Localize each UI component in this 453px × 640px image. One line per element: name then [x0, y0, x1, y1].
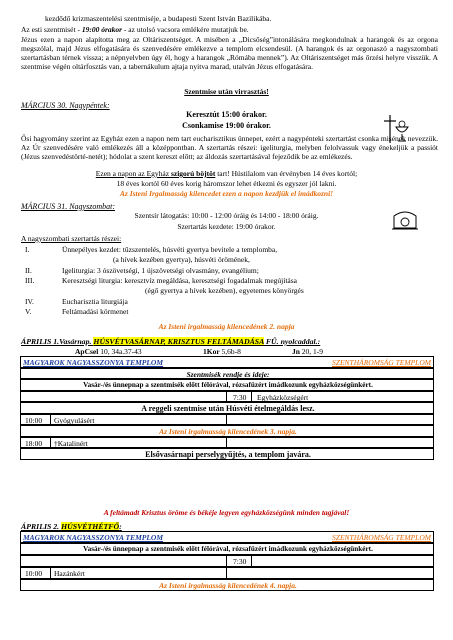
mass-time: 10:00 [25, 569, 43, 578]
part-num: III. [25, 276, 35, 285]
mass-time: 10:00 [25, 416, 43, 425]
rosary-row [20, 379, 434, 391]
blessing-row [20, 402, 434, 414]
novena-day2: Az Isteni irgalmasság kilencedének 2. napja [158, 322, 295, 331]
part-text: Igeliturgia: 3 ószövetségi, 1 újszövetségi olvasmány, evangélium; [62, 266, 259, 275]
mass-time: 7:30 [233, 557, 247, 566]
part-num: I. [25, 245, 30, 254]
mass-intention: Gyógyulásért [54, 416, 95, 425]
mass-intention: †Katalinért [54, 439, 88, 448]
rosary-row [20, 543, 434, 555]
part-text: (a hívek kezében gyertya), húsvéti örömének, [113, 255, 250, 264]
fasting-line2: 18 éves kortól 60 éves korig háromszor lehet étkezni és egyszer jól lakni. [116, 179, 337, 188]
intro-line1: kezdődő krizmaszentelési szentmiséje, a budapesti Szent István Bazilikába. [45, 14, 272, 23]
reading-2: 1Kor 5,6b-8 [203, 347, 241, 356]
intro-paragraph: Jézus ezen a napon alapította meg az Oltáriszentséget. A misében a „Dicsőség”intonálására megkondulnak a harangok és az orgona megszólal, majd Jézus elfogatására és szenvedésére emlékezve a templom elcsendesül. (A harangok és az orgonaszó a nagyszombati szertartásban térnek vissza; a népnyelvben úgy él, hogy a harangok „Rómába mennek”). Az Oltáriszentséget más őrzési helyre visszük. A szentmise végén oltárfosztás van, a tabernákulum ajtaja nyitva marad, utalván Jézus elfogatására. [21, 35, 438, 71]
church-right: SZENTHÁROMSÁG TEMPLOM [332, 533, 431, 542]
easter-wish: A feltámadt Krisztus öröme és békéje legyen egyházközségünk minden tagjával! [103, 508, 350, 517]
part-text: Keresztségi liturgia: keresztvíz megáldása, keresztségi fogadalmak megújítása [62, 276, 297, 285]
march31-heading: MÁRCIUS 31. Nagyszombat: [21, 202, 115, 211]
mass-intention: Egyházközségért [257, 393, 309, 402]
rosary-note: Vasár-/és ünnepnap a szentmisék előtt félórával, rózsafüzért imádkozunk egyházközségünkért. [83, 381, 373, 389]
novena-day4: Az Isteni irgalmasság kilencedének 4. napja. [159, 581, 297, 590]
table-row [20, 555, 434, 567]
table-row [20, 567, 434, 579]
church-header-row [20, 356, 434, 368]
part-text: Eucharisztia liturgiája [62, 297, 128, 306]
part-text: Feltámadási körmenet [62, 307, 129, 316]
april2-heading: ÁPRILIS 2. HÚSVÉTHÉTFŐ: [21, 522, 122, 531]
fasting-line1: Ezen a napon az Egyház szigorú böjtöt tart! Hústilalom van érvényben 14 éves kortól; [95, 169, 358, 178]
novena-day3: Az Isteni irgalmasság kilencedének 3. napja. [159, 427, 297, 436]
collection-row [20, 448, 434, 460]
part-text: Ünnepélyes kezdet: tűzszentelés, húsvéti gyertya bevitele a templomba, [62, 245, 278, 254]
easter-food-blessing: A reggeli szentmise után Húsvéti ételmegáldás lesz. [141, 404, 315, 413]
april1-heading: ÁPRILIS 1.Vasárnap. HÚSVÉTVASÁRNAP, KRISZTUS FELTÁMADÁSA FŰ. nyolcaddal.: [21, 337, 321, 346]
collection-note: Elsővasárnapi perselygyűjtés, a templom javára. [145, 450, 311, 459]
part-text: (égő gyertya a hívek kezében), egyetemes könyörgés [145, 286, 304, 295]
mass-order-title: Szentmisék rendje és ideje: [186, 370, 270, 379]
tomb-icon [392, 208, 418, 230]
part-num: II. [25, 266, 32, 275]
reading-3: Jn 20, 1-9 [292, 347, 324, 356]
mass-time: 18:00 [25, 439, 43, 448]
mass-intention: Hazánkért [54, 569, 85, 578]
holy-saturday-parts-title: A nagyszombati szertartás részei: [21, 234, 122, 243]
part-num: IV. [25, 297, 34, 306]
march30-heading: MÁRCIUS 30. Nagypéntek: [21, 101, 110, 110]
church-left: MAGYAROK NAGYASSZONYA TEMPLOM [23, 358, 164, 367]
good-friday-paragraph: Ősi hagyomány szerint az Egyház ezen a napon nem tart eucharisztikus ünnepet, ezért a nagypénteki szertartást csonka misének nevezzük. Az Úr szenvedésére való emlékezés áll a középpontban. A szertartás részei: igeliturgia, melyben felolvassuk vagy énekeljük a passiót (Jézus szenvedéstörté-netét); hódolat a szent kereszt előtt; az áldozás szertartásával fejeződik be az emlékezés. [21, 134, 438, 161]
service-time: Csonkamise 19:00 órakor. [182, 121, 271, 130]
novena-row [20, 425, 434, 437]
table-row [20, 437, 434, 448]
rosary-note: Vasár-/és ünnepnap a szentmisék előtt félórával, rózsafüzért imádkozunk egyházközségünkért. [83, 545, 373, 553]
novena-row [20, 579, 434, 591]
church-left: MAGYAROK NAGYASSZONYA TEMPLOM [23, 533, 164, 542]
vigil-note: Szentmise után virrasztás! [184, 87, 269, 96]
table-row [20, 414, 434, 425]
service-start: Szertartás kezdete: 19:00 órakor. [177, 222, 276, 231]
intro-line2: Az esti szentmisét - 19:00 órakor - az utolsó vacsora emlékére mutatjuk be. [21, 25, 249, 34]
tomb-visit-times: Szentsír látogatás: 10:00 - 12:00 óráig és 14:00 - 18:00 óráig. [134, 211, 319, 220]
mass-time: 7:30 [233, 393, 247, 402]
novena-day1: Az Isteni Irgalmasság kilencedet ezen a napon kezdjük el imádkozni! [119, 189, 334, 198]
stations-of-cross-time: Keresztút 15:00 órakor. [186, 110, 267, 119]
mass-order-row [20, 368, 434, 379]
church-right: SZENTHÁROMSÁG TEMPLOM [332, 358, 431, 367]
reading-1: ApCsel 10, 34a.37-43 [75, 347, 142, 356]
church-header-row [20, 531, 434, 543]
part-num: V. [25, 307, 32, 316]
table-row [20, 391, 434, 402]
